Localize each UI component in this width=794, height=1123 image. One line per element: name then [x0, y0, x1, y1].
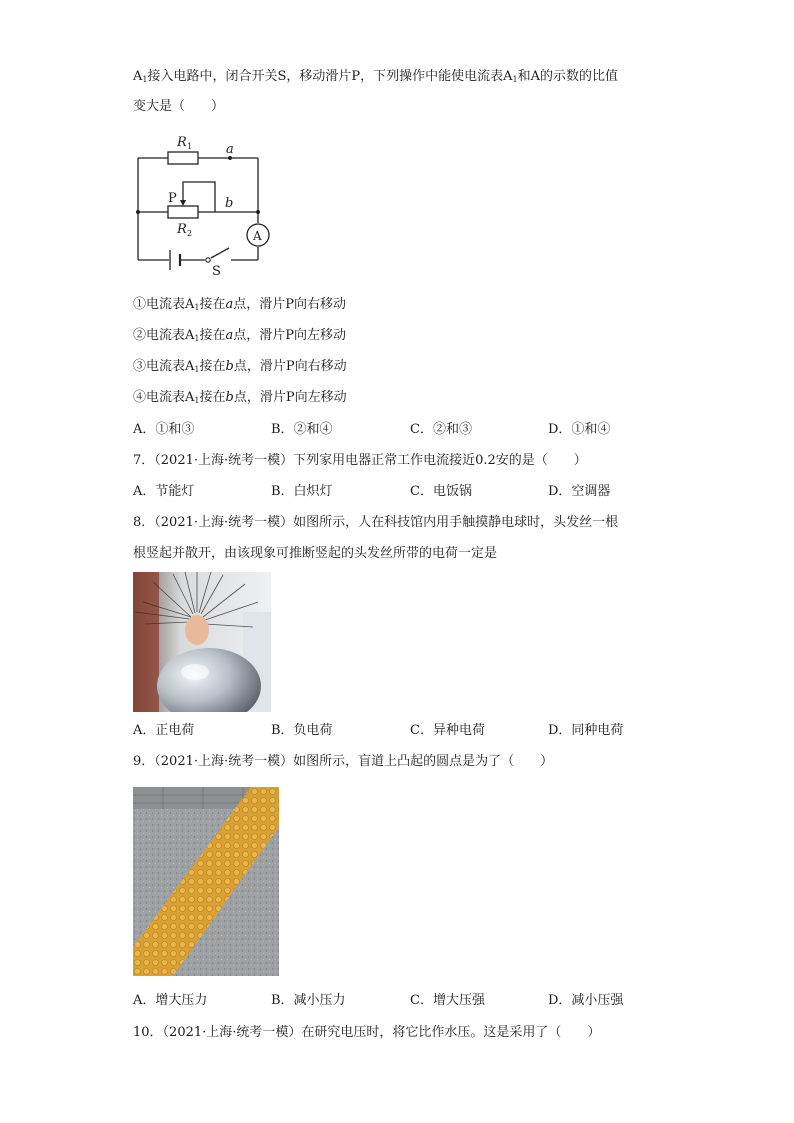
q8-option-d[interactable]: D．同种电荷	[548, 723, 624, 738]
q6-option-b[interactable]: B．②和④	[271, 422, 333, 437]
q9-option-b[interactable]: B．减小压力	[271, 993, 346, 1008]
q6-item-4-point: b	[225, 390, 234, 405]
q6-item-1-point: a	[225, 297, 234, 312]
q6-item-4-sub: 1	[194, 396, 200, 405]
q6-item-3-pre: ③电流表A	[133, 359, 195, 374]
q9-option-a[interactable]: A．增大压力	[133, 993, 208, 1008]
slider-arrow	[180, 200, 186, 206]
q9-stem: 9．（2021·上海·统考一模）如图所示，盲道上凸起的圆点是为了（ ）	[133, 754, 554, 769]
q6-item-2-post: 点，滑片P向左移动	[233, 328, 347, 343]
q9-option-c[interactable]: C．增大压强	[410, 993, 485, 1008]
q6-item-3	[133, 359, 347, 378]
q8-option-b[interactable]: B．负电荷	[271, 723, 333, 738]
q6-item-4-pre: ④电流表A	[133, 390, 195, 405]
q6-option-d[interactable]: D．①和④	[548, 422, 611, 437]
q6-item-1-sub: 1	[194, 303, 200, 312]
q6-intro-sub1: 1	[142, 75, 148, 84]
resistor-r1	[168, 152, 198, 164]
label-p: P	[168, 191, 177, 206]
static-ball-photo	[133, 572, 271, 712]
q6-option-c[interactable]: C．②和③	[410, 422, 472, 437]
q6-intro-line2: 变大是（ ）	[133, 99, 225, 114]
q6-intro-sub2: 1	[512, 75, 518, 84]
q6-item-2-pre: ②电流表A	[133, 328, 195, 343]
q6-item-1-pre: ①电流表A	[133, 297, 195, 312]
junction-left	[136, 210, 140, 214]
q6-item-3-mid: 接在	[199, 359, 226, 374]
q6-item-1-post: 点，滑片P向右移动	[233, 297, 347, 312]
q8-option-a[interactable]: A．正电荷	[133, 723, 195, 738]
q6-item-1	[133, 297, 346, 316]
label-switch: S	[212, 264, 221, 278]
q8-option-c[interactable]: C．异种电荷	[410, 723, 485, 738]
q8-stem-line2: 根竖起并散开，由该现象可推断竖起的头发丝所带的电荷一定是	[133, 546, 498, 561]
label-b: b	[225, 196, 234, 211]
q6-item-3-sub: 1	[194, 365, 200, 374]
q6-item-4-mid: 接在	[199, 390, 226, 405]
q7-option-b[interactable]: B．白炽灯	[271, 484, 333, 499]
q7-option-a[interactable]: A．节能灯	[133, 484, 195, 499]
q6-item-2-mid: 接在	[199, 328, 226, 343]
label-r2-sub: 2	[187, 229, 193, 238]
q8-stem-line1: 8．（2021·上海·统考一模）如图所示，人在科技馆内用手触摸静电球时，头发丝一根	[133, 515, 619, 530]
q9-option-d[interactable]: D．减小压强	[548, 993, 624, 1008]
tactile-paving-photo	[133, 787, 279, 976]
q6-intro-a: A	[133, 69, 143, 84]
q6-item-2-sub: 1	[194, 334, 200, 343]
label-r1-sub: 1	[187, 142, 193, 151]
q6-intro-b: 接入电路中，闭合开关S，移动滑片P，下列操作中能使电流表A	[147, 69, 513, 84]
q7-option-d[interactable]: D．空调器	[548, 484, 611, 499]
ammeter-label: A	[253, 229, 262, 243]
q6-item-2	[133, 328, 346, 347]
q6-option-a[interactable]: A．①和③	[133, 422, 195, 437]
q6-item-4-post: 点，滑片P向左移动	[233, 390, 347, 405]
q6-item-2-point: a	[225, 328, 234, 343]
label-a: a	[226, 142, 234, 157]
label-r1: R	[177, 135, 187, 150]
q6-intro-c: 和A的示数的比值	[517, 69, 619, 84]
q7-option-c[interactable]: C．电饭锅	[410, 484, 472, 499]
q10-stem: 10．（2021·上海·统考一模）在研究电压时，将它比作水压。这是采用了（ ）	[133, 1025, 601, 1040]
resistor-r2	[168, 206, 198, 218]
q6-item-3-post: 点，滑片P向右移动	[233, 359, 347, 374]
q6-intro-line1	[133, 69, 618, 88]
q6-item-1-mid: 接在	[199, 297, 226, 312]
q6-item-4	[133, 390, 347, 409]
circuit-diagram	[133, 130, 283, 278]
label-r2: R	[177, 222, 187, 237]
switch-contact	[206, 258, 210, 262]
q6-item-3-point: b	[225, 359, 234, 374]
q7-stem: 7．（2021·上海·统考一模）下列家用电器正常工作电流接近0.2安的是（ ）	[133, 453, 587, 468]
junction-b	[256, 210, 260, 214]
